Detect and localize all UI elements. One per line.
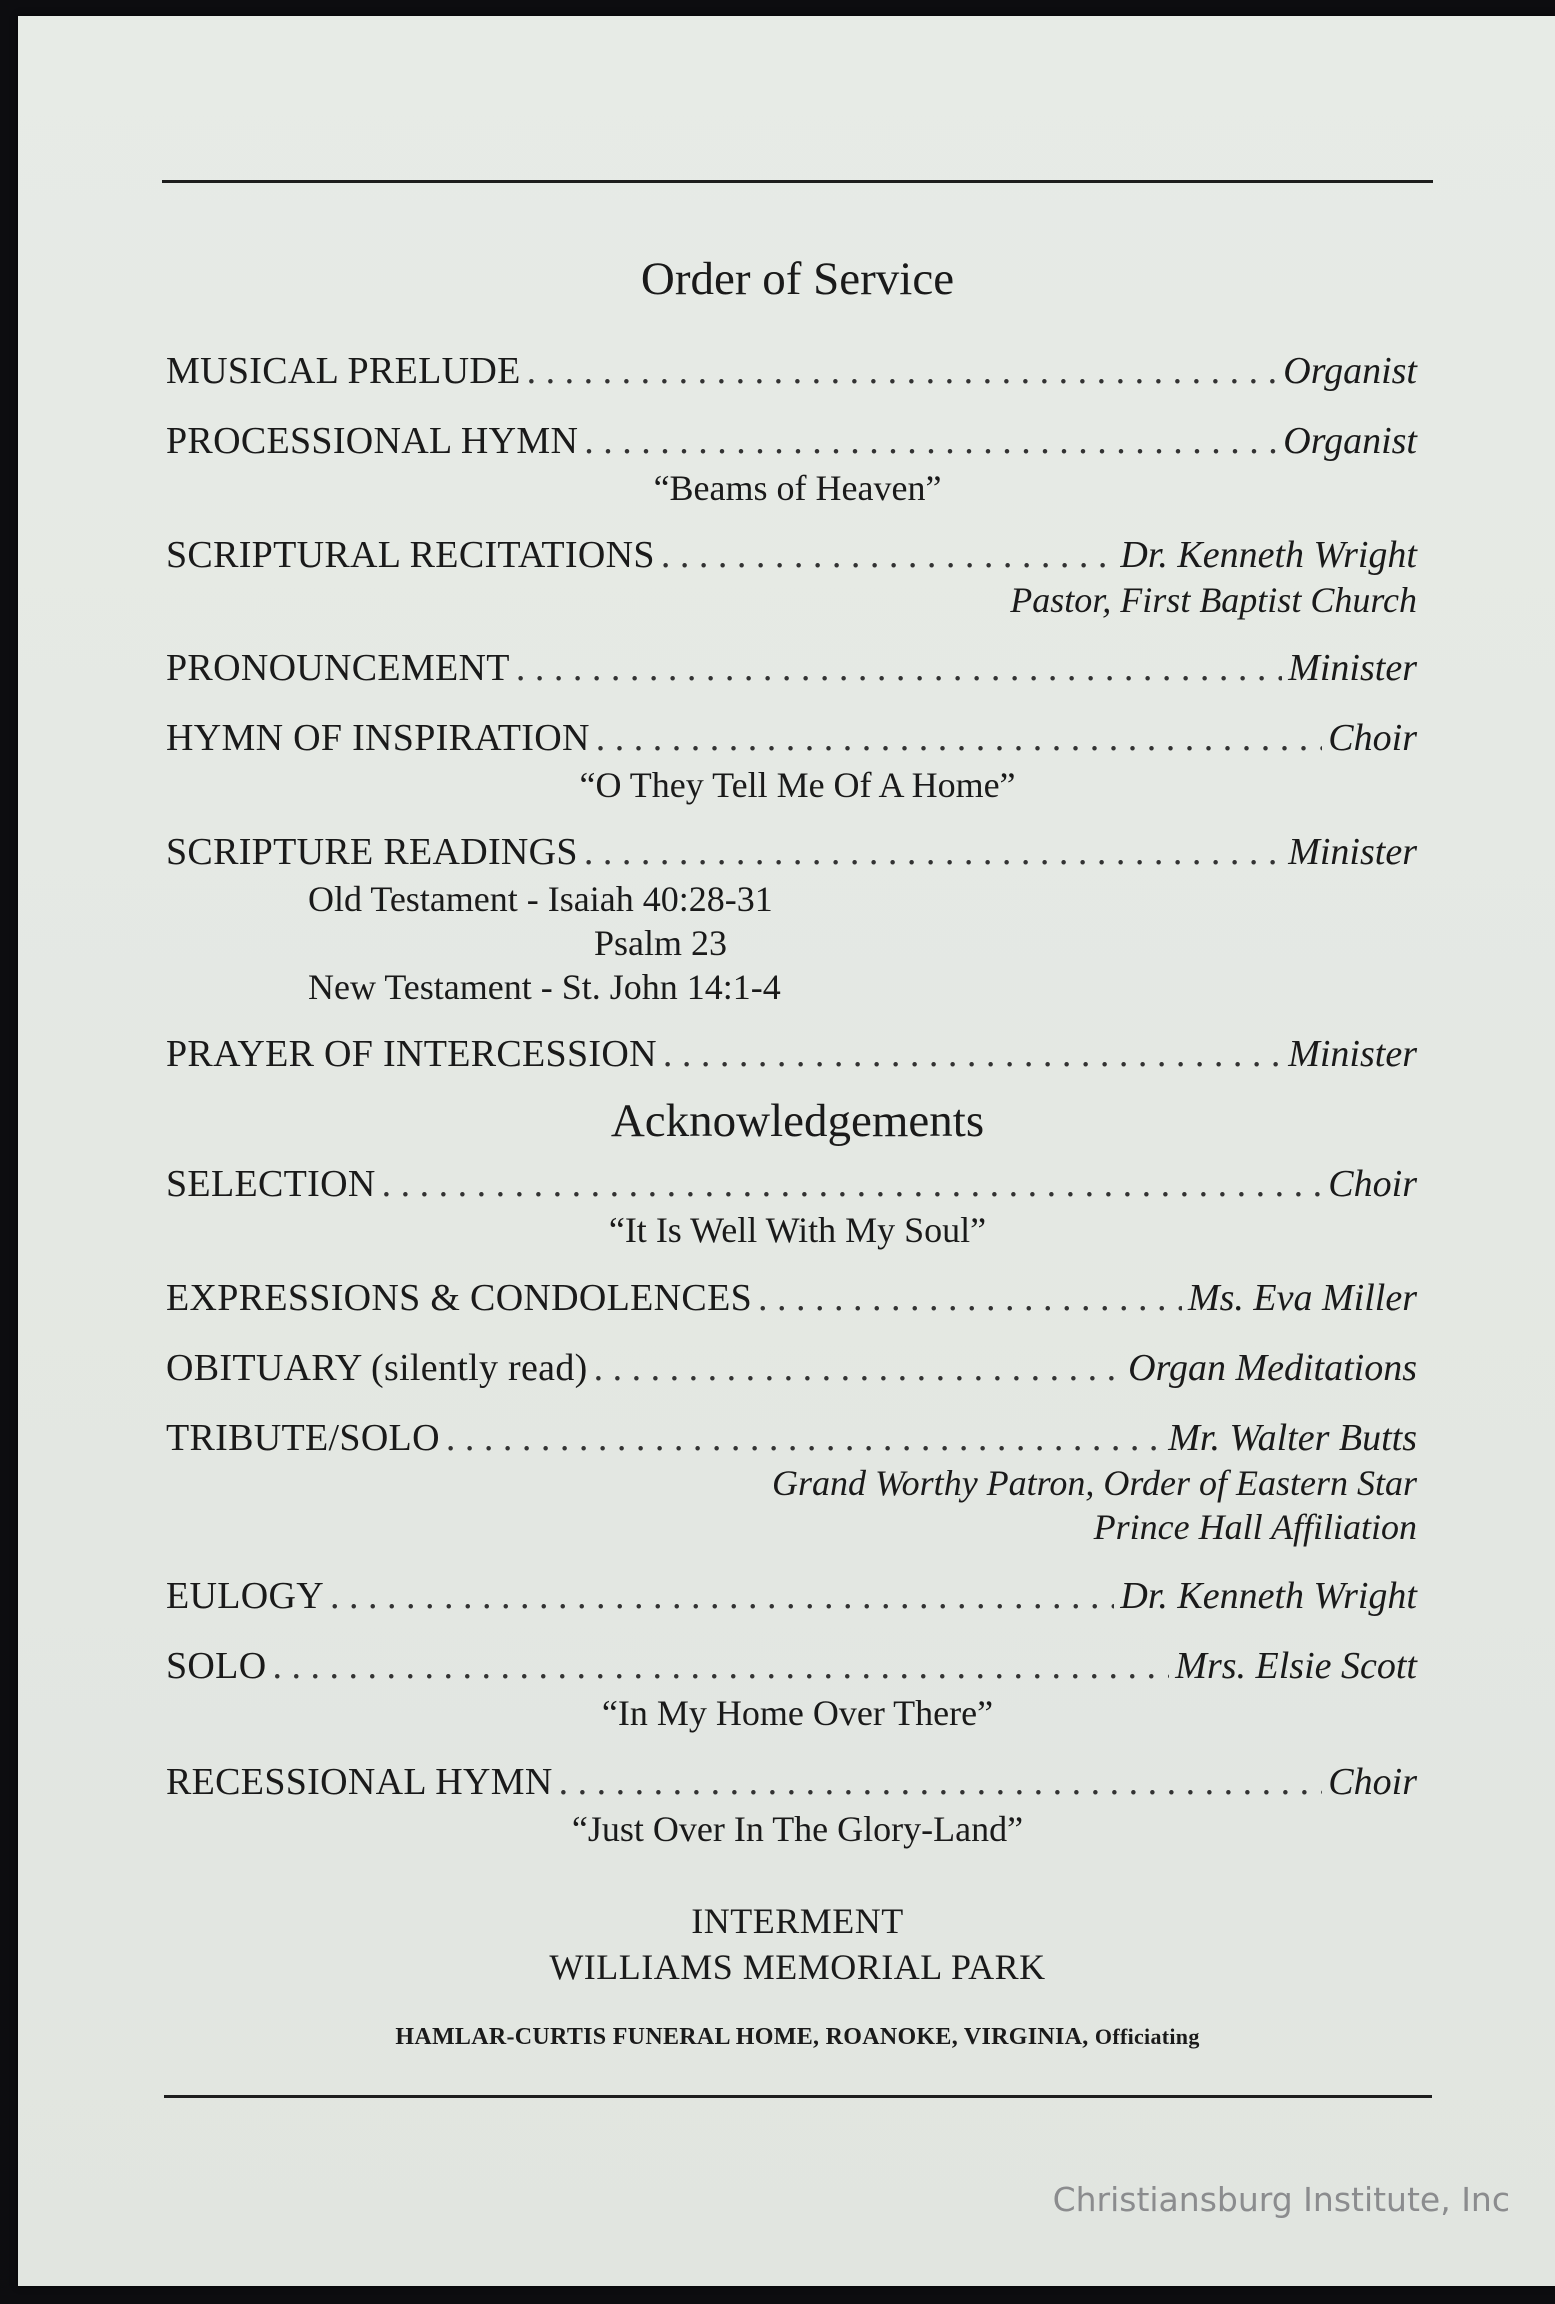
hymn-title: “It Is Well With My Soul” (608, 1210, 987, 1250)
service-item (166, 349, 1417, 393)
hymn-title: “Beams of Heaven” (653, 468, 942, 508)
item-person: Choir (1328, 1163, 1417, 1205)
item-label: MUSICAL PRELUDE (166, 350, 521, 392)
item-label: EXPRESSIONS & CONDOLENCES (166, 1277, 753, 1319)
reading-psalm: Psalm 23 (594, 923, 728, 963)
program-page (18, 16, 1555, 2286)
service-item (166, 1416, 1417, 1460)
item-person: Choir (1328, 1761, 1417, 1803)
service-item (166, 419, 1417, 463)
item-person: Minister (1288, 647, 1417, 689)
dot-leader (584, 830, 1282, 874)
service-item (166, 716, 1417, 760)
bottom-rule (164, 2095, 1432, 2098)
service-item (166, 1346, 1417, 1390)
item-label: SOLO (166, 1645, 267, 1687)
top-rule (162, 180, 1433, 183)
interment-location: WILLIAMS MEMORIAL PARK (549, 1947, 1046, 1987)
service-item (166, 1760, 1417, 1804)
item-label: TRIBUTE/SOLO (166, 1417, 440, 1459)
watermark: Christiansburg Institute, Inc (1052, 2180, 1510, 2219)
dot-leader (594, 1346, 1123, 1390)
funeral-home-name: HAMLAR-CURTIS FUNERAL HOME, ROANOKE, VIRGINIA, (395, 2024, 1089, 2050)
item-label: SCRIPTURE READINGS (166, 831, 578, 873)
dot-leader (382, 1162, 1323, 1206)
service-item (166, 1276, 1417, 1320)
interment-heading: INTERMENT (691, 1901, 904, 1941)
dot-leader (596, 716, 1323, 760)
item-label: RECESSIONAL HYMN (166, 1761, 553, 1803)
dot-leader (661, 533, 1115, 577)
dot-leader (663, 1032, 1282, 1076)
page-title: Order of Service (640, 253, 955, 305)
service-item (166, 1574, 1417, 1618)
hymn-title: “O They Tell Me Of A Home” (579, 765, 1016, 805)
dot-leader (527, 349, 1278, 393)
hymn-title: “In My Home Over There” (601, 1693, 994, 1733)
item-person: Ms. Eva Miller (1187, 1277, 1417, 1319)
item-person: Mr. Walter Butts (1168, 1417, 1417, 1459)
item-label: HYMN OF INSPIRATION (166, 717, 590, 759)
person-affiliation: Prince Hall Affiliation (1093, 1507, 1417, 1547)
item-label: OBITUARY (silently read) (166, 1347, 588, 1389)
item-person: Dr. Kenneth Wright (1120, 534, 1417, 576)
item-label: EULOGY (166, 1575, 324, 1617)
person-title: Grand Worthy Patron, Order of Eastern Star (771, 1463, 1417, 1503)
reading-old-testament: Old Testament - Isaiah 40:28-31 (308, 879, 773, 919)
item-label: PRONOUNCEMENT (166, 647, 510, 689)
dot-leader (272, 1644, 1169, 1688)
service-item (166, 533, 1417, 577)
item-person: Organist (1283, 350, 1417, 392)
reading-new-testament: New Testament - St. John 14:1-4 (308, 967, 781, 1007)
service-item (166, 646, 1417, 690)
item-label: PROCESSIONAL HYMN (166, 420, 579, 462)
dot-leader (559, 1760, 1323, 1804)
hymn-title: “Just Over In The Glory-Land” (571, 1809, 1024, 1849)
service-item (166, 1032, 1417, 1076)
dot-leader (584, 419, 1277, 463)
item-person: Organist (1283, 420, 1417, 462)
dot-leader (330, 1574, 1114, 1618)
item-label: PRAYER OF INTERCESSION (166, 1033, 657, 1075)
dot-leader (758, 1276, 1182, 1320)
item-person: Mrs. Elsie Scott (1175, 1645, 1417, 1687)
item-person: Minister (1288, 1033, 1417, 1075)
officiating-label: Officiating (1094, 2024, 1200, 2049)
section-title: Acknowledgements (610, 1095, 985, 1147)
dot-leader (446, 1416, 1162, 1460)
item-person: Choir (1328, 717, 1417, 759)
dot-leader (516, 646, 1282, 690)
service-item (166, 1644, 1417, 1688)
item-person: Dr. Kenneth Wright (1120, 1575, 1417, 1617)
funeral-home-credit (162, 2024, 1433, 2051)
service-item (166, 1162, 1417, 1206)
person-title: Pastor, First Baptist Church (1010, 580, 1417, 620)
item-label: SCRIPTURAL RECITATIONS (166, 534, 655, 576)
item-person: Organ Meditations (1128, 1347, 1417, 1389)
service-item (166, 830, 1417, 874)
item-person: Minister (1288, 831, 1417, 873)
item-label: SELECTION (166, 1163, 376, 1205)
